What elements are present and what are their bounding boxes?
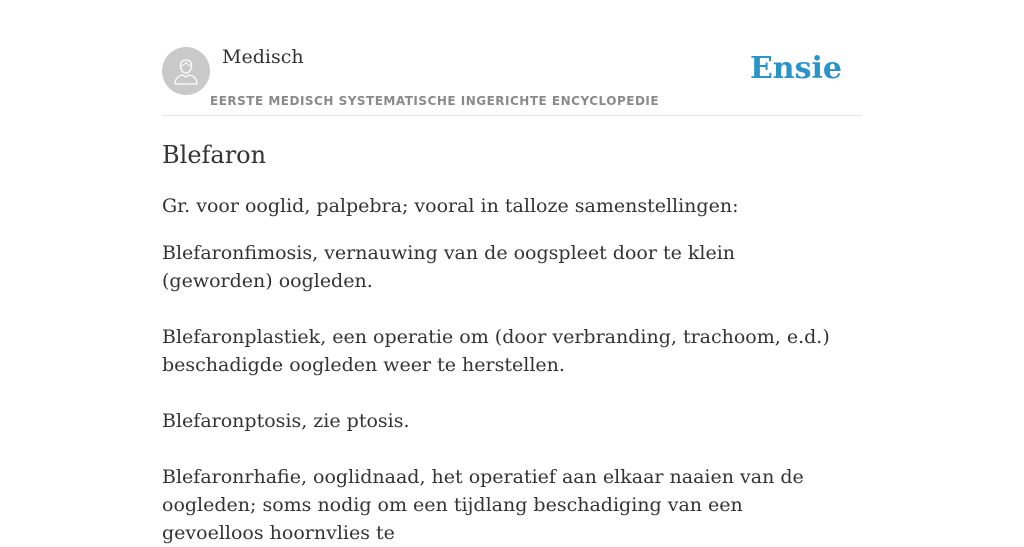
list-item: Blefaronplastiek, een operatie om (door verbranding, trachoom, e.d.) beschadigde oogleden weer te herstellen. [162,326,830,376]
brand-logo[interactable]: Ensie [749,51,842,86]
entry-list [162,239,862,547]
entry-title: Blefaron [162,141,267,169]
user-icon [171,56,201,86]
list-item: Blefaronrhafie, ooglidnaad, het operatief aan elkaar naaien van de oogleden; soms nodig om een tijdlang beschadiging van een gevoelloos hoornvlies te [162,466,804,544]
header [162,0,862,116]
page [162,0,862,547]
source-subtitle: EERSTE MEDISCH SYSTEMATISCHE INGERICHTE ENCYCLOPEDIE [210,94,660,108]
list-item: Blefaronfimosis, vernauwing van de oogspleet door te klein (geworden) oogleden. [162,242,736,292]
list-item: Blefaronptosis, zie ptosis. [162,410,410,432]
source-avatar[interactable] [162,47,210,95]
source-name[interactable]: Medisch [222,46,304,68]
entry-intro: Gr. voor ooglid, palpebra; vooral in talloze samenstellingen: [162,195,739,217]
